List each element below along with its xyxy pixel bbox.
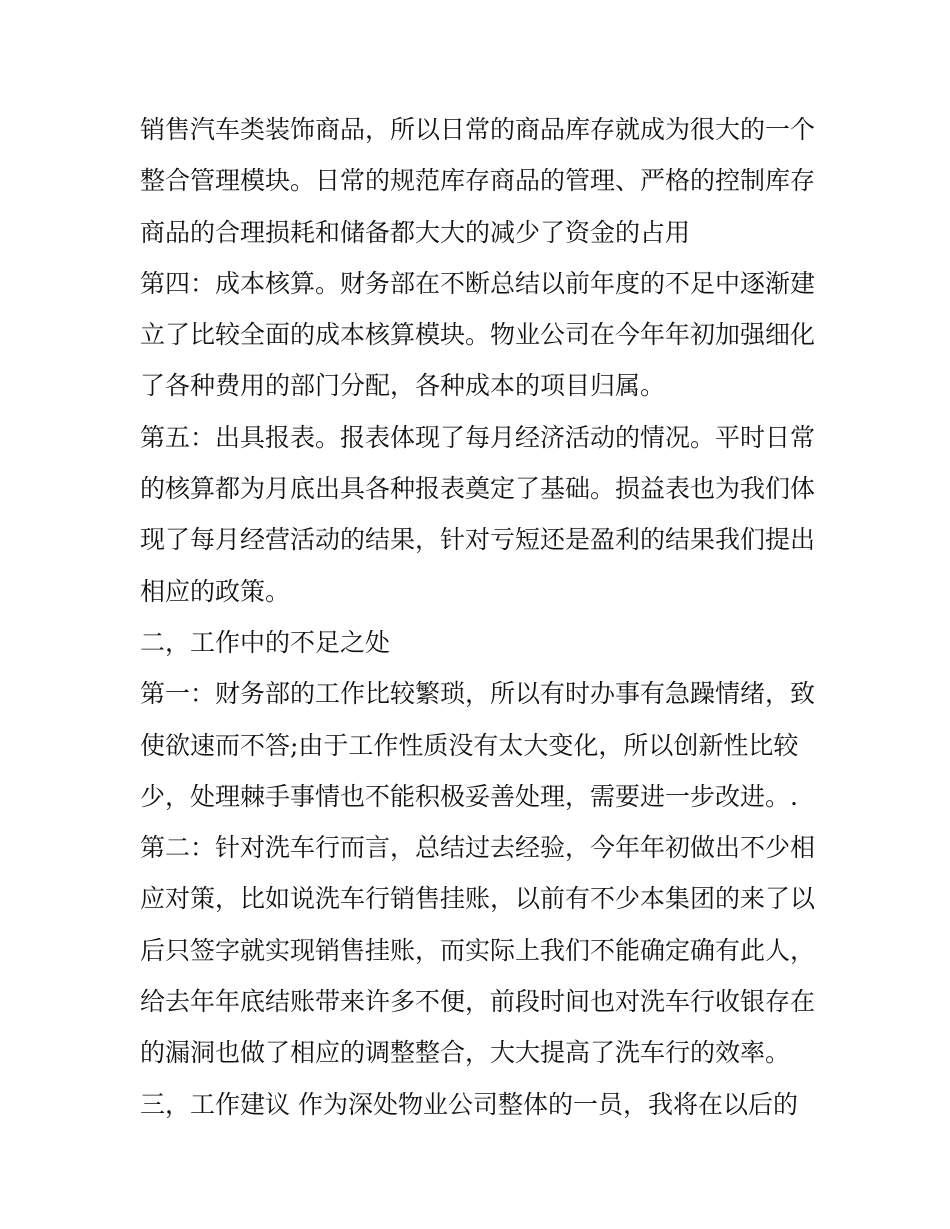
section-heading: 二，工作中的不足之处 <box>140 627 391 657</box>
text-line: 相应的政策。 <box>140 576 291 606</box>
text-line: 第四：成本核算。财务部在不断总结以前年度的不足中逐渐建 <box>140 268 816 298</box>
text-line: 了各种费用的部门分配，各种成本的项目归属。 <box>140 371 666 401</box>
text-line: 整合管理模块。日常的规范库存商品的管理、严格的控制库存 <box>140 166 816 196</box>
document-body <box>140 104 820 1130</box>
text-line: 销售汽车类装饰商品，所以日常的商品库存就成为很大的一个 <box>140 115 816 144</box>
text-line: 现了每月经营活动的结果，针对亏短还是盈利的结果我们提出 <box>140 525 816 555</box>
text-line: 立了比较全面的成本核算模块。物业公司在今年年初加强细化 <box>140 320 816 350</box>
text-line: 使欲速而不答;由于工作性质没有太大变化，所以创新性比较 <box>140 730 799 760</box>
text-line: 的漏洞也做了相应的调整整合，大大提高了洗车行的效率。 <box>140 1038 791 1068</box>
text-line: 第二：针对洗车行而言，总结过去经验，今年年初做出不少相 <box>140 833 816 863</box>
text-line: 的核算都为月底出具各种报表奠定了基础。损益表也为我们体 <box>140 474 816 504</box>
text-line: 应对策，比如说洗车行销售挂账，以前有不少本集团的来了以 <box>140 884 816 914</box>
section-heading: 三，工作建议 作为深处物业公司整体的一员，我将在以后的 <box>140 1089 798 1119</box>
text-line: 后只签字就实现销售挂账，而实际上我们不能确定确有此人， <box>140 935 816 965</box>
text-line: 少，处理棘手事情也不能积极妥善处理，需要进一步改进。. <box>140 781 798 811</box>
text-line: 第一：财务部的工作比较繁琐，所以有时办事有急躁情绪，致 <box>140 679 816 709</box>
text-line: 给去年年底结账带来许多不便，前段时间也对洗车行收银存在 <box>140 987 816 1017</box>
text-line: 第五：出具报表。报表体现了每月经济活动的情况。平时日常 <box>140 422 816 452</box>
text-line: 商品的合理损耗和储备都大大的减少了资金的占用 <box>140 217 691 247</box>
